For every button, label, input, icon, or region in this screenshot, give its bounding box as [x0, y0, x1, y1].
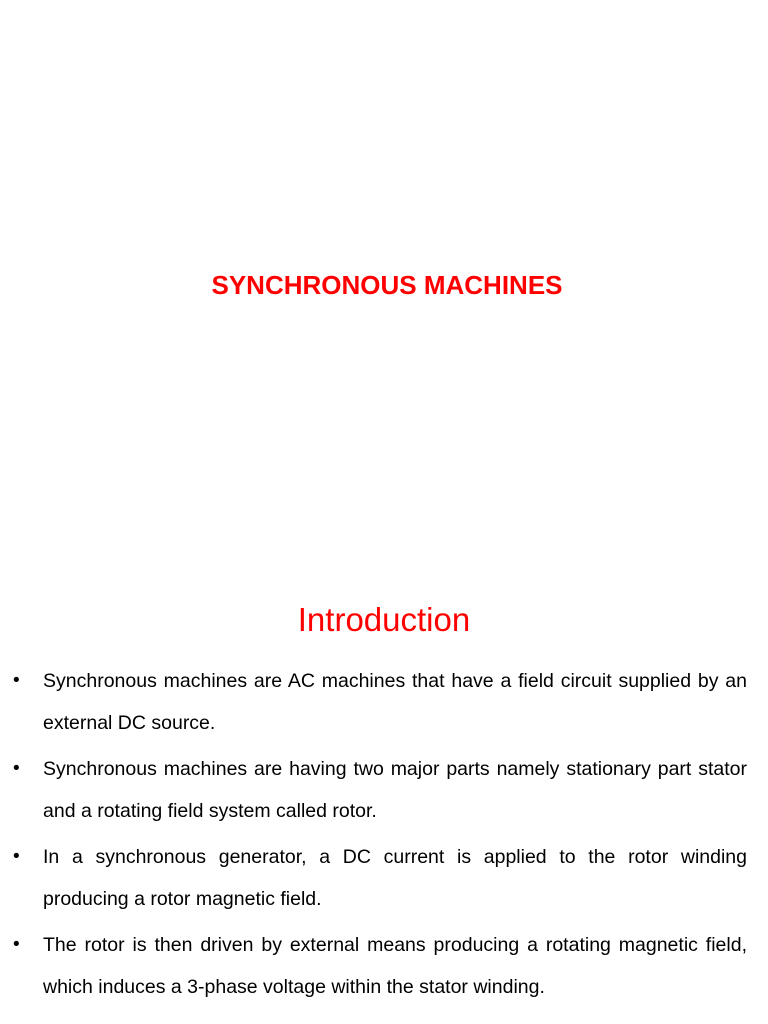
section-heading: Introduction — [297, 601, 471, 638]
bullet-item — [0, 748, 768, 832]
bullet-icon: • — [13, 758, 20, 779]
bullet-text: The rotor is then driven by external means producing a rotating magnetic field, which induces a 3-phase voltage within the stator winding. — [43, 934, 747, 998]
slide-title: SYNCHRONOUS MACHINES — [211, 270, 563, 300]
bullet-text: Synchronous machines are having two major parts namely stationary part stator and a rotating field system called rotor. — [43, 758, 747, 822]
bullet-text: Synchronous machines are AC machines that have a field circuit supplied by an external DC source. — [43, 670, 747, 734]
bullet-icon: • — [13, 670, 20, 691]
bullet-icon: • — [13, 846, 20, 867]
bullet-item — [0, 660, 768, 744]
bullet-icon: • — [13, 934, 20, 955]
bullet-list — [0, 660, 768, 1012]
bullet-item — [0, 924, 768, 1008]
bullet-text: In a synchronous generator, a DC current is applied to the rotor winding producing a rotor magnetic field. — [43, 846, 747, 910]
bullet-item — [0, 836, 768, 920]
